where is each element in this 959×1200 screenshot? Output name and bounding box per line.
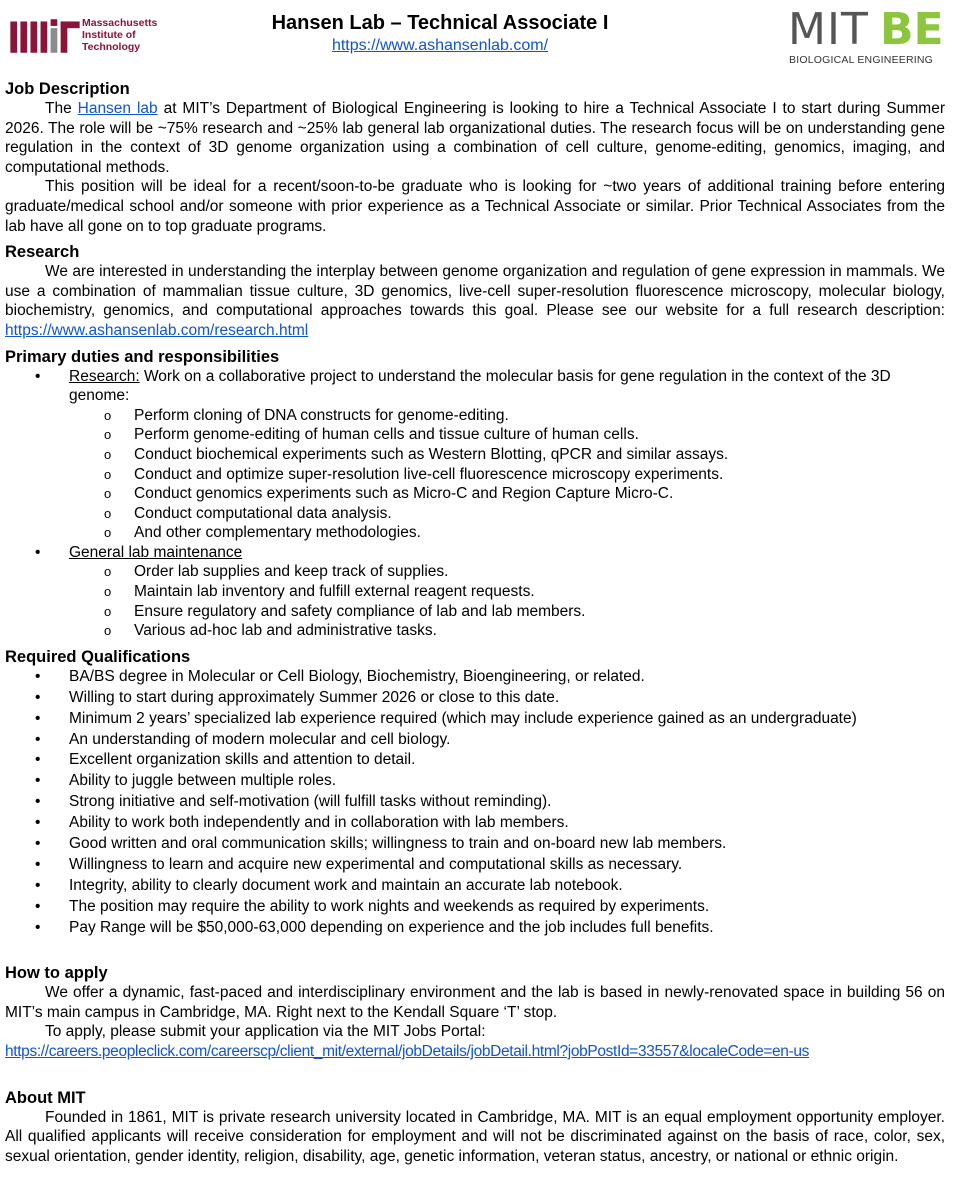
- list-item: • Minimum 2 years’ specialized lab experience required (which may include experience gained as an undergraduate): [35, 709, 857, 727]
- page-header: [0, 0, 959, 78]
- hansen-lab-link[interactable]: Hansen lab: [77, 100, 158, 117]
- list-item: o Conduct biochemical experiments such as Western Blotting, qPCR and similar assays.: [104, 445, 729, 463]
- lab-website-link[interactable]: https://www.ashansenlab.com/: [331, 37, 549, 54]
- mit-logo-text: Massachusetts Institute of Technology: [82, 17, 158, 53]
- qualifications-heading: Required Qualifications: [5, 647, 191, 666]
- duties-section: [5, 347, 945, 641]
- job-description-paragraph-2: This position will be ideal for a recent/soon-to-be graduate who is looking for ~two years of additional training before entering graduate/medical school and/or someone with prior experience as a Technical Associate or similar. Prior Technical Associates from the lab have all gone on to top graduate programs.: [5, 178, 945, 235]
- list-item: • Ability to juggle between multiple roles.: [35, 772, 337, 790]
- how-to-apply-heading: How to apply: [5, 964, 108, 983]
- list-item: o Maintain lab inventory and fulfill external reagent requests.: [104, 583, 535, 601]
- list-item: • Integrity, ability to clearly document work and maintain an accurate lab notebook.: [35, 876, 623, 894]
- list-item: o And other complementary methodologies.: [104, 524, 421, 542]
- apply-paragraph-2: To apply, please submit your application via the MIT Jobs Portal:: [45, 1023, 486, 1041]
- duty-research: • Research: Work on a collaborative project to understand the molecular basis for gene regulation in the context of the 3D genome: o Perform cloning of DNA constructs for genome-editing. o Perform genome-editing of human cells and tissue culture of human cells. o Conduct biochemical experiments such as Western Blotting, qPCR and similar assays. o Conduct and optimize super-resolution live-cell fluorescence microscopy experiments. o Conduct genomics experiments such as Micro-C and Region Capture Micro-C. o Conduct computational data analysis. o And other complementary methodologies.: [5, 367, 945, 543]
- research-link[interactable]: https://www.ashansenlab.com/research.html: [5, 321, 309, 339]
- page-title: Hansen Lab – Technical Associate I: [271, 12, 609, 34]
- research-paragraph: We are interested in understanding the interplay between genome organization and regulation of gene expression in mammals. We use a combination of mammalian tissue culture, 3D genomics, live-cell super-resolution fluorescence microscopy, molecular biology, biochemistry, genomics, and computational approaches towards this goal. Please see our website for a full research description: https://www.ashansenlab.com/research.html: [5, 263, 945, 339]
- list-item: • Ability to work both independently and in collaboration with lab members.: [35, 814, 569, 832]
- research-heading: Research: [5, 243, 80, 262]
- duties-heading: Primary duties and responsibilities: [5, 347, 280, 366]
- about-mit-section: [5, 1088, 945, 1167]
- about-mit-heading: About MIT: [5, 1088, 86, 1107]
- about-mit-paragraph: Founded in 1861, MIT is private research university located in Cambridge, MA. MIT is an equal employment opportunity employer. All qualified applicants will receive consideration for employment and will not be discriminated against on the basis of race, color, sex, sexual orientation, gender identity, religion, disability, age, genetic information, veteran status, ancestry, or national or ethnic origin.: [5, 1108, 945, 1165]
- mit-be-logo: MIT BE BIOLOGICAL ENGINEERING: [788, 4, 944, 66]
- jobs-portal-link[interactable]: https://careers.peopleclick.com/careerscp/client_mit/external/jobDetails/jobDetail.html?jobPostId=33557&localeCode=en-us: [5, 1042, 810, 1060]
- list-item: • Pay Range will be $50,000-63,000 depending on experience and the job includes full benefits.: [35, 918, 714, 936]
- qualifications-section: [5, 647, 945, 937]
- list-item: o Ensure regulatory and safety compliance of lab and lab members.: [104, 602, 586, 620]
- document-body: [5, 79, 945, 1172]
- list-item: o Conduct genomics experiments such as Micro-C and Region Capture Micro-C.: [104, 485, 674, 503]
- list-item: • Excellent organization skills and attention to detail.: [35, 751, 416, 769]
- job-description-heading: Job Description: [5, 80, 130, 98]
- research-section: [5, 242, 945, 340]
- title-block: [180, 10, 700, 56]
- list-item: o Conduct computational data analysis.: [104, 504, 392, 522]
- job-description-paragraph-1: The Hansen lab at MIT’s Department of Biological Engineering is looking to hire a Technical Associate I to start during Summer 2026. The role will be ~75% research and ~25% lab general lab organizational duties. The research focus will be on understanding gene regulation in the context of 3D genome organization using a combination of cell culture, genome-editing, genomics, imaging, and computational methods.: [5, 100, 945, 176]
- list-item: • The position may require the ability to work nights and weekends as required by experiments.: [35, 897, 710, 915]
- mit-logo: [10, 17, 160, 55]
- list-item: • Strong initiative and self-motivation (will fulfill tasks without reminding).: [35, 793, 552, 811]
- list-item: • Good written and oral communication skills; willingness to train and on-board new lab members.: [35, 834, 727, 852]
- list-item: o Various ad-hoc lab and administrative tasks.: [104, 622, 437, 640]
- list-item: • BA/BS degree in Molecular or Cell Biology, Biochemistry, Bioengineering, or related.: [35, 667, 645, 685]
- mit-logo-icon: [10, 17, 80, 55]
- list-item: o Perform genome-editing of human cells and tissue culture of human cells.: [104, 426, 639, 444]
- list-item: o Order lab supplies and keep track of supplies.: [104, 563, 449, 581]
- job-description-section: [5, 79, 945, 236]
- list-item: • Willing to start during approximately Summer 2026 or close to this date.: [35, 688, 560, 706]
- apply-paragraph-1: We offer a dynamic, fast-paced and interdisciplinary environment and the lab is based in newly-renovated space in building 56 on MIT’s main campus in Cambridge, MA. Right next to the Kendall Square ‘T’ stop.: [5, 984, 945, 1021]
- list-item: • Willingness to learn and acquire new experimental and computational skills as necessary.: [35, 855, 683, 873]
- how-to-apply-section: [5, 963, 945, 1061]
- list-item: o Perform cloning of DNA constructs for genome-editing.: [104, 406, 509, 424]
- list-item: • An understanding of modern molecular and cell biology.: [35, 730, 451, 748]
- list-item: o Conduct and optimize super-resolution live-cell fluorescence microscopy experiments.: [104, 465, 724, 483]
- duty-maintenance: • General lab maintenance o Order lab supplies and keep track of supplies. o Maintain lab inventory and fulfill external reagent requests. o Ensure regulatory and safety compliance of lab and lab members. o Various ad-hoc lab and administrative tasks.: [5, 543, 945, 641]
